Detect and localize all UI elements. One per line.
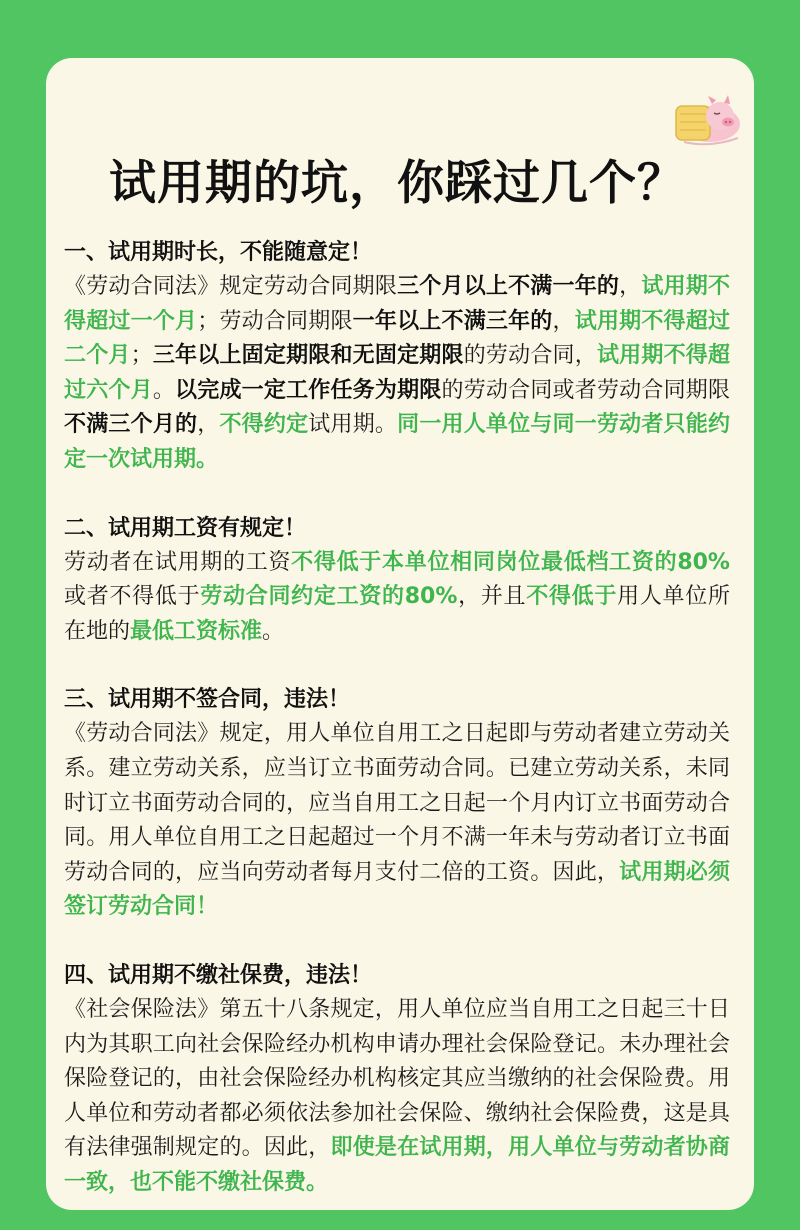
body-text: 《劳动合同法》规定劳动合同期限 — [64, 274, 398, 299]
bold-text: 以完成一定工作任务为期限 — [175, 377, 442, 403]
body-text: 《劳动合同法》规定，用人单位自用工之日起即与劳动者建立劳动关系。建立劳动关系，应当订立书面劳动合同。已建立劳动关系，未同时订立书面劳动合同的，应当自用工之日起一个月内订立书面劳动合同。用人单位自用工之日起超过一个月不满一年未与劳动者订立书面劳动合同的，应当向劳动者每月支付二倍的工资。因此， — [64, 721, 730, 885]
highlight-text: 试用期不得超过六个月 — [64, 343, 730, 403]
section-trial-duration — [64, 236, 730, 478]
bold-text: 三个月以上不满一年的 — [397, 274, 620, 299]
bold-text: 一年以上不满三年的 — [352, 308, 553, 334]
body-text: 。 — [262, 618, 285, 644]
highlight-text: 试用期不得超过二个月 — [64, 308, 730, 369]
sections-container — [64, 236, 730, 1200]
body-text: ，并且 — [457, 584, 527, 610]
bold-text: 三年以上固定期限和无固定期限 — [152, 343, 464, 369]
section-heading: 三、试用期不签合同，违法！ — [64, 687, 351, 713]
section-trial-wage — [64, 512, 730, 650]
body-text: ， — [619, 274, 642, 299]
body-text: ， — [197, 412, 220, 438]
highlight-text: 不得低于 — [526, 584, 618, 610]
bold-text: 不满三个月的 — [64, 412, 198, 438]
highlight-text: 同一用人单位与同一劳动者只能约定一次试用期。 — [64, 412, 730, 472]
body-text: 劳动者在试用期的工资 — [64, 549, 292, 575]
body-text: 的劳动合同， — [463, 343, 597, 369]
section-heading: 四、试用期不缴社保费，违法！ — [64, 962, 373, 988]
highlight-text: 试用期必须签订劳动合同！ — [64, 859, 730, 920]
highlight-text: 不得约定 — [219, 412, 309, 438]
body-text: 用人单位所在地的 — [64, 584, 730, 644]
highlight-text: 即使是在试用期，用人单位与劳动者协商一致，也不能不缴社保费。 — [64, 1135, 730, 1195]
section-trial-social-insurance — [64, 959, 730, 1201]
body-text: ；劳动合同期限 — [197, 308, 353, 334]
section-trial-contract — [64, 683, 730, 925]
highlight-text: 最低工资标准 — [130, 618, 263, 644]
body-text: ； — [130, 343, 153, 369]
body-text: 。 — [152, 377, 176, 403]
body-text: 或者不得低于 — [64, 584, 201, 610]
body-text: 《社会保险法》第五十八条规定，用人单位应当自用工之日起三十日内为其职工向社会保险经办机构申请办理社会保险登记。未办理社会保险登记的，由社会保险经办机构核定其应当缴纳的社会保险费。用人单位和劳动者都必须依法参加社会保险、缴纳社会保险费，这是具有法律强制规定的。因此， — [64, 996, 730, 1161]
section-body — [64, 717, 730, 925]
body-text: 的劳动合同或者劳动合同期限 — [441, 377, 730, 403]
section-body — [64, 993, 730, 1201]
highlight-text: 试用期不得超过一个月 — [64, 274, 730, 334]
article-card — [46, 58, 754, 1210]
page-title: 试用期的坑，你踩过几个？ — [109, 156, 685, 211]
body-text: 试用期。 — [308, 412, 398, 438]
highlight-text: 不得低于本单位相同岗位最低档工资的80% — [291, 549, 730, 575]
highlight-text: 劳动合同约定工资的80% — [200, 584, 458, 610]
section-body — [64, 546, 730, 650]
sleeping-pig-icon — [662, 82, 744, 146]
section-body — [64, 270, 730, 478]
body-text: ， — [552, 308, 575, 334]
section-heading: 一、试用期时长，不能随意定！ — [64, 240, 373, 265]
section-heading: 二、试用期工资有规定！ — [64, 515, 307, 541]
